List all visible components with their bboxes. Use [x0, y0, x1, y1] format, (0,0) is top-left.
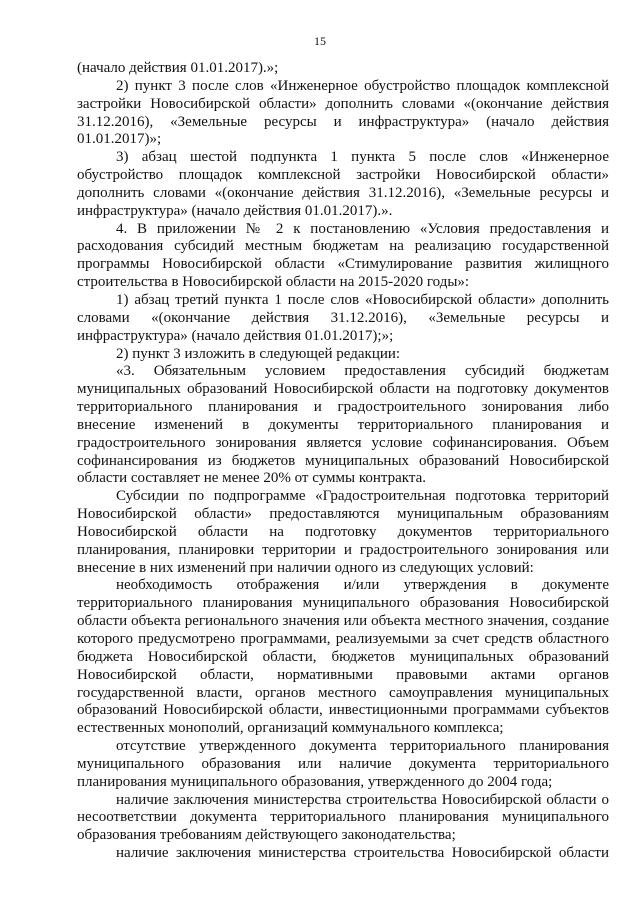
- paragraph-point-4: 4. В приложении № 2 к постановлению «Условия предоставления и расходования субсидий местным бюджетам на реализацию государственной программы Новосибирской области «Стимулирование развития жилищного строительства в Новосибирской области на 2015-2020 годы»:: [77, 220, 609, 291]
- paragraph-item-2: 2) пункт 3 после слов «Инженерное обустройство площадок комплексной застройки Новосибирской области» дополнить словами «(окончание действия 31.12.2016), «Земельные ресурсы и инфраструктура» (начало действия 01.01.2017)»;: [77, 77, 609, 148]
- paragraph-subsidies: Субсидии по подпрограмме «Градостроительная подготовка территорий Новосибирской области» предоставляются муниципальным образованиям Новосибирской области на подготовку документов территориального планирования, планировки территории и градостроительного зонирования или внесение в них изменений при наличии одного из следующих условий:: [77, 488, 609, 576]
- paragraph-subitem-2: 2) пункт 3 изложить в следующей редакции:: [116, 345, 401, 362]
- paragraph-condition-1: необходимость отображения и/или утверждения в документе территориального планирования муниципального образования Новосибирской области объекта регионального значения или объекта местного значения, создание которого предусмотрено программами, реализуемыми за счет средств областного бюджета Новосибирской области, бюджетов муниципальных образований Новосибирской области, нормативными правовыми актами органов государственной власти, органов местного самоуправления муниципальных образований Новосибирской области, инвестиционными программами субъектов естественных монополий, организаций коммунального комплекса;: [77, 577, 609, 737]
- page-number: 15: [314, 34, 326, 48]
- paragraph-condition-3: наличие заключения министерства строительства Новосибирской области о несоответствии документа территориального планирования муниципального образования требованиям действующего законодательства;: [77, 791, 609, 844]
- paragraph-item-3: 3) абзац шестой подпункта 1 пункта 5 после слов «Инженерное обустройство площадок комплексной застройки Новосибирской области» дополнить словами «(окончание действия 31.12.2016), «Земельные ресурсы и инфраструктура» (начало действия 01.01.2017).».: [77, 149, 609, 219]
- paragraph-continuation: (начало действия 01.01.2017).»;: [77, 60, 279, 76]
- document-body: [77, 60, 609, 863]
- paragraph-condition-4: наличие заключения министерства строительства Новосибирской области: [116, 845, 609, 862]
- paragraph-condition-2: отсутствие утвержденного документа территориального планирования муниципального образования или наличие документа территориального планирования муниципального образования, утвержденного до 2004 года;: [77, 738, 609, 790]
- paragraph-clause-3: «3. Обязательным условием предоставления субсидий бюджетам муниципальных образований Новосибирской области на подготовку документов территориального планирования и градостроительного зонирования либо внесение изменений в документы территориального планирования и градостроительного зонирования является условие софинансирования. Объем софинансирования из бюджетов муниципальных образований Новосибирской области составляет не менее 20% от суммы контракта.: [77, 363, 609, 487]
- paragraph-subitem-1: 1) абзац третий пункта 1 после слов «Новосибирской области» дополнить словами «(окончание действия 31.12.2016), «Земельные ресурсы и инфраструктура» (начало действия 01.01.2017);»;: [77, 291, 609, 344]
